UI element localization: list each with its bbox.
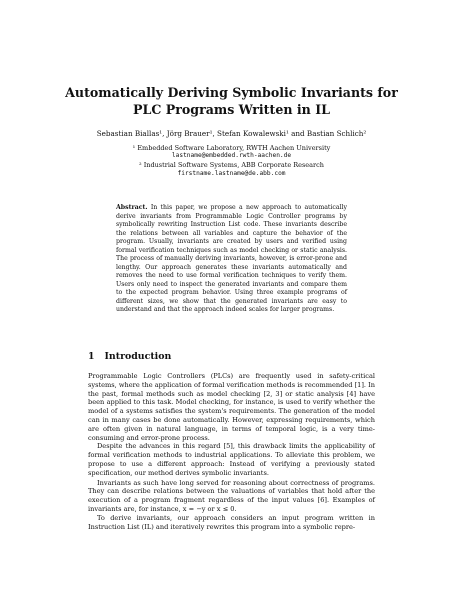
affiliations (60, 144, 403, 178)
section-body (88, 372, 375, 531)
affiliation-2 (60, 161, 403, 178)
affiliation-2-email: firstname.lastname@de.abb.com (177, 169, 286, 177)
affiliation-1 (60, 144, 403, 161)
abstract (116, 204, 347, 315)
affiliation-1-email: lastname@embedded.rwth-aachen.de (171, 152, 292, 160)
title-line-1: Automatically Deriving Symbolic Invariants for (65, 85, 398, 100)
author-list: Sebastian Biallas¹, Jörg Brauer¹, Stefan Kowalewski¹ and Bastian Schlich² (96, 129, 367, 138)
section-title: Introduction (104, 351, 172, 362)
paper-title (60, 84, 403, 118)
section-heading (88, 351, 171, 363)
title-line-2: PLC Programs Written in IL (133, 102, 330, 117)
paragraph: Invariants as such have long served for reasoning about correctness of programs. They can describe relations between the valuations of variables that hold after the execution of a program fragment regardless of the input values [6]. Examples of invariants are, for instance, x = −y or x ≤ 0. (88, 478, 375, 513)
paragraph: Despite the advances in this regard [5], this drawback limits the applicability of formal verification methods to industrial applications. To alleviate this problem, we propose to use a different approach: Instead of verifying a previously stated specification, our method derives symbolic invariants. (88, 442, 375, 477)
section-number: 1 (88, 351, 95, 362)
affiliation-1-name: ¹ Embedded Software Laboratory, RWTH Aachen University (132, 144, 331, 152)
abstract-text: In this paper, we propose a new approach to automatically derive invariants from Programmable Logic Controller programs by symbolically rewriting Instruction List code. These invariants describe the relations between all variables and capture the behavior of the program. Usually, invariants are created by users and verified using formal verification techniques such as model checking or static analysis. The process of manually deriving invariants, however, is error-prone and lengthy. Our approach generates these invariants automatically and removes the need to use formal verification techniques to verify them. Users only need to inspect the generated invariants and compare them to the expected program behavior. Using three example programs of different sizes, we show that the generated invariants are easy to understand and that the approach indeed scales for larger programs. (116, 204, 347, 313)
abstract-label: Abstract. (116, 204, 148, 211)
paragraph: To derive invariants, our approach considers an input program written in Instruction List (IL) and iteratively rewrites this program into a symbolic repre- (88, 513, 375, 531)
affiliation-2-name: ² Industrial Software Systems, ABB Corporate Research (139, 161, 324, 170)
paragraph: Programmable Logic Controllers (PLCs) are frequently used in safety-critical systems, where the application of formal verification methods is recommended [1]. In the past, formal methods such as model checking [2, 3] or static analysis [4] have been applied to this task. Model checking, for instance, is used to verify whether the model of a systems satisfies the system's requirements. The generation of the model can in many cases be done automatically. However, expressing requirements, which are often given in natural language, in terms of temporal logic, is a very time-consuming and error-prone process. (88, 372, 375, 442)
